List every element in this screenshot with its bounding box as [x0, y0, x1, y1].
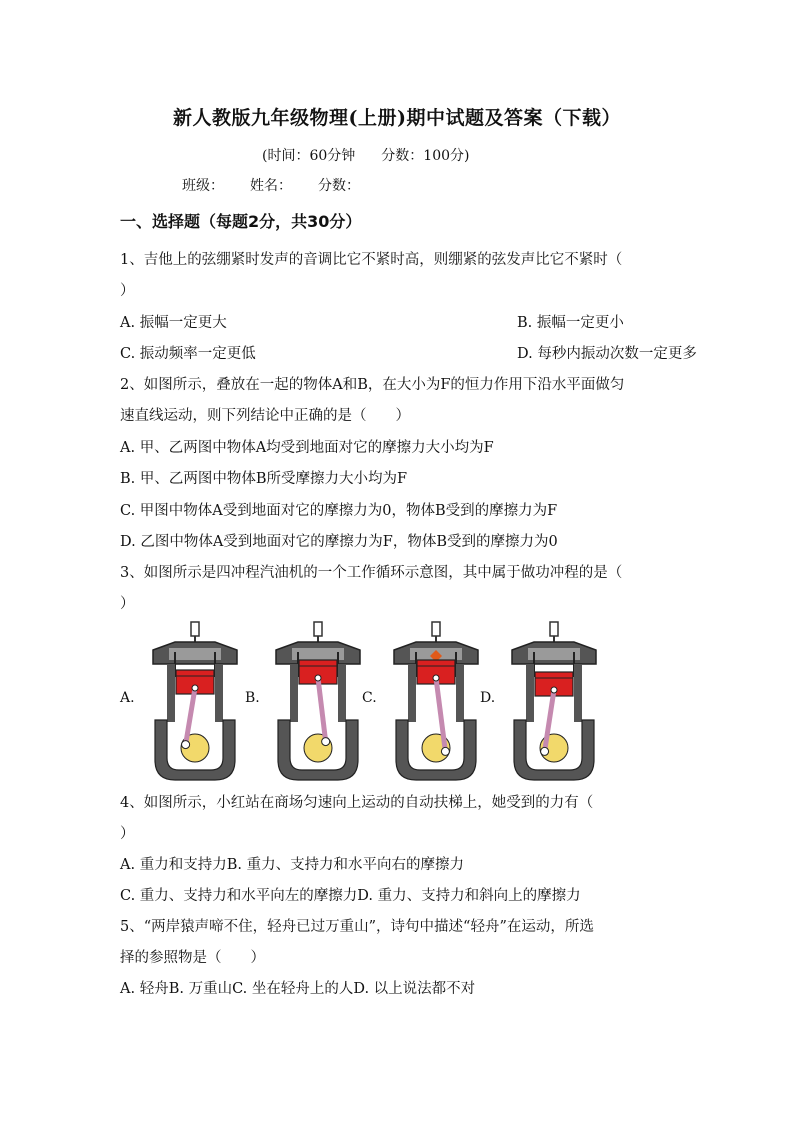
cylinder-wall-right: [215, 664, 223, 722]
q1-options-row1: [120, 311, 680, 332]
spark-plug-icon: [191, 622, 199, 636]
wrist-pin: [192, 685, 198, 691]
engine-diagram-b: [268, 620, 368, 785]
q3-label-b: B.: [245, 690, 260, 706]
q3-stem-line1: 3、如图所示是四冲程汽油机的一个工作循环示意图，其中属于做功冲程的是（: [120, 565, 623, 581]
crank-pin: [322, 738, 330, 746]
exam-meta: [262, 145, 495, 165]
class-label: 班级：: [182, 178, 224, 194]
cylinder-wall-right: [456, 664, 464, 722]
engine-diagram-c: [386, 620, 486, 785]
q3-label-d: D.: [480, 690, 496, 706]
q2-option-c: C. 甲图中物体A受到地面对它的摩擦力为0，物体B受到的摩擦力为F: [120, 503, 558, 519]
student-info: [182, 175, 386, 195]
q4-options-ab: A. 重力和支持力B. 重力、支持力和水平向右的摩擦力: [120, 857, 465, 873]
q1-stem-line2: ）: [120, 283, 135, 299]
cylinder-wall-left: [167, 664, 175, 722]
crank-pin: [182, 741, 190, 749]
q1-option-a: A. 振幅一定更大: [120, 315, 227, 331]
q1-option-c: C. 振动频率一定更低: [120, 346, 256, 362]
name-label: 姓名：: [250, 178, 292, 194]
q4-options-cd: C. 重力、支持力和水平向左的摩擦力D. 重力、支持力和斜向上的摩擦力: [120, 888, 581, 904]
score-label: 分数：: [318, 178, 360, 194]
q1-option-d: D. 每秒内振动次数一定更多: [517, 346, 697, 362]
q2-stem-line1: 2、如图所示，叠放在一起的物体A和B，在大小为F的恒力作用下沿水平面做匀: [120, 377, 625, 393]
spark-plug-icon: [314, 622, 322, 636]
q3-label-c: C.: [362, 690, 377, 706]
engine-diagram-a: [145, 620, 245, 785]
engine-diagram-d: [504, 620, 604, 785]
wrist-pin: [315, 675, 321, 681]
spark-plug-icon: [550, 622, 558, 636]
q2-option-d: D. 乙图中物体A受到地面对它的摩擦力为F，物体B受到的摩擦力为0: [120, 534, 558, 550]
q5-stem-line1: 5、“两岸猿声啼不住，轻舟已过万重山”，诗句中描述“轻舟”在运动，所选: [120, 919, 594, 935]
q5-options: A. 轻舟B. 万重山C. 坐在轻舟上的人D. 以上说法都不对: [120, 981, 476, 997]
cylinder-wall-left: [290, 664, 298, 722]
q5-stem-line2: 择的参照物是（ ）: [120, 950, 265, 966]
q2-stem-line2: 速直线运动，则下列结论中正确的是（ ）: [120, 408, 410, 424]
time-limit: (时间：60分钟: [262, 148, 356, 164]
cylinder-wall-right: [574, 664, 582, 722]
crank-pin: [441, 747, 449, 755]
q3-stem-line2: ）: [120, 596, 135, 612]
q2-option-a: A. 甲、乙两图中物体A均受到地面对它的摩擦力大小均为F: [120, 440, 494, 456]
section-heading: 一、选择题（每题2分，共30分）: [120, 212, 362, 231]
spark-plug-icon: [432, 622, 440, 636]
q4-stem-line2: ）: [120, 826, 135, 842]
q3-label-a: A.: [120, 690, 135, 706]
page-title: 新人教版九年级物理(上册)期中试题及答案（下载）: [173, 107, 621, 129]
crank-pin: [541, 747, 549, 755]
q4-stem-line1: 4、如图所示，小红站在商场匀速向上运动的自动扶梯上，她受到的力有（: [120, 795, 594, 811]
connecting-rod: [318, 678, 326, 742]
q1-options-row2: [120, 342, 697, 363]
cylinder-wall-right: [338, 664, 346, 722]
cylinder-wall-left: [526, 664, 534, 722]
q2-option-b: B. 甲、乙两图中物体B所受摩擦力大小均为F: [120, 471, 408, 487]
total-score: 分数：100分): [381, 148, 470, 164]
wrist-pin: [433, 675, 439, 681]
wrist-pin: [551, 687, 557, 693]
cylinder-wall-left: [408, 664, 416, 722]
q1-option-b: B. 振幅一定更小: [517, 315, 624, 331]
q1-stem-line1: 1、吉他上的弦绷紧时发声的音调比它不紧时高，则绷紧的弦发声比它不紧时（: [120, 252, 623, 268]
